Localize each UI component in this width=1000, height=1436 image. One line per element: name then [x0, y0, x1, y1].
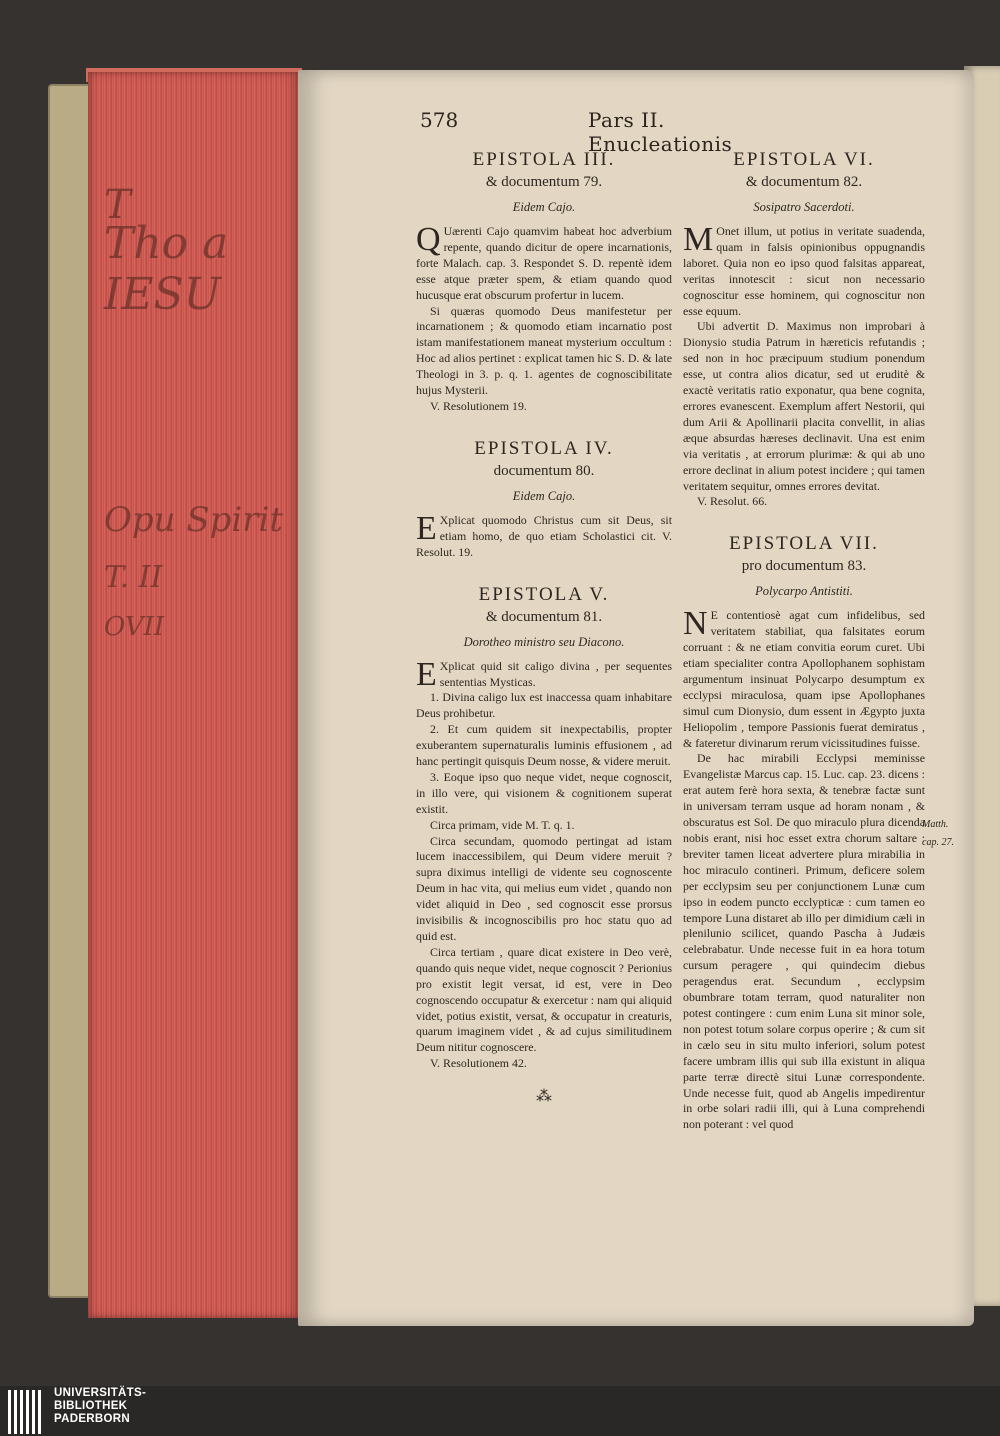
addressee-line: Polycarpo Antistiti.: [755, 584, 853, 599]
paragraph-text: E contentiosè agat cum infidelibus, sed veritatem stabiliat, qua falsitates eorum corruant : & ne etiam convitia eorum curet. Ubi etiam specialiter contra Apollophanem sophistam argumentum insinuat Polycarpo desumptum ex ecclypsi miraculosa, quam ipse Apollophanes simul cum Dionysio, dum essent in Ægypto juxta Heliopolim , tempore Passionis fuerat demiratus , & fateretur divinarum rerum vicissitudines fuisse.: [683, 608, 925, 750]
paragraph-text: Circa secundam, quomodo pertingat ad istam lucem inaccessibilem, qui Deum videre meruit ? supra diximus intelligi de vidente seu cognoscente Deum in hac vita, qui melius eum videt , quando non videt aliquid in Deo , sed cognoscit esse prorsus invisibilis & incognoscibilis pro hoc statu quo ad quid est.: [416, 833, 672, 943]
section-gap: [683, 510, 925, 532]
library-logo-icon: [8, 1390, 48, 1434]
paragraph-text: Xplicat quid sit caligo divina , per sequentes sententias Mysticas.: [439, 658, 672, 689]
spine-lettering-3: Opu Spirit: [104, 500, 284, 540]
spine-lettering-1: T: [104, 182, 135, 228]
paragraph: [416, 770, 672, 818]
epistola-heading: EPISTOLA III.: [472, 149, 616, 170]
left-column: [416, 148, 672, 1106]
drop-cap: E: [416, 655, 437, 693]
right-column: [683, 148, 925, 1133]
epistola-heading: EPISTOLA V.: [478, 583, 610, 605]
paragraph: [416, 945, 672, 1056]
spine-lettering-4: T. II: [104, 560, 163, 595]
drop-cap: Q: [416, 221, 441, 258]
library-name-line1: UNIVERSITÄTS-: [54, 1387, 147, 1399]
documentum-subheading: & documentum 81.: [485, 608, 603, 625]
paragraph: [683, 494, 925, 510]
paragraph-text: Uærenti Cajo quamvim habeat hoc adverbium repente, quando dicitur de opere incarnationis, forte Malach. cap. 3. Respondet S. D. repentè idem esse atque præter spem, & etiam quando quod hucusque erat obscurum profertur in lucem.: [416, 224, 672, 302]
section-gap: [416, 561, 672, 583]
paragraph-text: V. Resolutionem 42.: [430, 1056, 527, 1071]
paragraph: [683, 605, 925, 751]
paragraph: [683, 751, 925, 1133]
paragraph: [416, 221, 672, 304]
paragraph: [416, 655, 672, 693]
paragraph: [416, 509, 672, 561]
paragraph-text: V. Resolutionem 19.: [430, 398, 527, 413]
addressee-line: Sosipatro Sacerdoti.: [753, 200, 855, 214]
library-name-line3: PADERBORN: [54, 1412, 130, 1425]
paragraph: [683, 319, 925, 494]
addressee-line: Eidem Cajo.: [512, 488, 576, 503]
drop-cap: E: [416, 509, 437, 547]
addressee-line: Eidem Cajo.: [512, 200, 576, 214]
paragraph: [416, 722, 672, 770]
spine-lettering-5: OVII: [104, 612, 165, 642]
paragraph-text: Onet illum, ut potius in veritate suadenda, quam in falsis opinionibus oppugnandis laboret. Quia non eo ipso quod falsitas appareat, veritas innotescit : sicut non necessario cognoscitur esse hominem, qui cognoscitur non esse equum.: [683, 224, 925, 318]
paragraph: [416, 834, 672, 945]
paragraph-text: V. Resolut. 66.: [697, 494, 768, 509]
drop-cap: M: [683, 221, 714, 258]
section-gap: [416, 415, 672, 437]
library-name: [54, 1387, 146, 1425]
paragraph-text: De hac mirabili Ecclypsi meminisse Evangelistæ Marcus cap. 15. Luc. cap. 23. dicens : erat autem ferè hora sexta, & tenebræ factæ sunt in universam terram usque ad horam nonam , & obscuratus est Sol. De quo miraculo plura dicenda nobis erant, nisi hoc esset extra chorum saltare : breviter tamen liceat advertere plura mirabilia in hoc miraculo contineri. Primum, deficere solem per ecclypsim seu per conjunctionem Lunæ cum ipso in eodem puncto ecclypticæ : cum tamen eo tempore Luna distaret ab illo per dimidium cæli in plenilunio scilicet, quando Pascha à Judæis celebrabatur. Unde necesse fuit in ea hora totum cursum peragere , qui quindecim diebus peragendus erat. Secundum , ecclypsim obumbrare totam terram, quod naturaliter non potest contingere : cum enim Luna sit minor sole, non potest totum solare corpus operire ; & cum sit in cælo seu in situ multo inferiori, solum potest facere umbram illis qui sub illa existunt in aliqua parte terræ directè situi Lunæ correspondente. Unde necesse fuit, quod ab Angelis impedirentur in orbe solari radii illi, qui à Luna comprehendi non poterant : vel quod: [683, 751, 925, 1132]
documentum-subheading: pro documentum 83.: [741, 558, 867, 575]
paragraph-text: Ubi advertit D. Maximus non improbari à Dionysio studia Patrum in hæreticis refutandis ; sed non in hoc præcipuum studium ponendum esse, ut contra alios dicatur, sed ut eruditè & exactè veritatis ratio exponatur, qua bene cognita, errores evanescent. Exemplum affert Nestorii, qui dum Arii & Apollinarii placita convellit, in alias æque absurdas hæreses declinavit. Una est enim via veritatis , at errorum plurimæ: & qui ab uno errore declinat in alium potest incidere ; qui tamen veritatem sequitur, omnes errores devitat.: [683, 319, 925, 493]
documentum-subheading: documentum 80.: [493, 462, 595, 479]
drop-cap: N: [683, 605, 708, 643]
paragraph: [683, 221, 925, 319]
epistola-heading: EPISTOLA IV.: [474, 437, 614, 459]
paragraph-text: 3. Eoque ipso quo neque videt, neque cognoscit, in illo vere, qui visionem & cognitionem superat existit.: [416, 769, 672, 816]
paragraph: [416, 1056, 672, 1072]
library-footer: [0, 1386, 1000, 1436]
paragraph-text: Circa tertiam , quare dicat existere in Deo verè, quando quis neque videt, neque cognoscit ? Perionius pro existit legit versat, id est, vere in Deo cognoscendo occupatur & exercetur : nam qui aliquid videt, potius existit, versat, & occupatur in creaturis, quarum imaginem videt , & ad cujus similitudinem Deum nititur cognoscere.: [416, 944, 672, 1055]
spine-lettering-2: Tho a IESU: [104, 218, 229, 320]
documentum-subheading: & documentum 82.: [745, 174, 863, 190]
epistola-heading: EPISTOLA VII.: [729, 533, 879, 555]
paragraph: [416, 399, 672, 415]
running-title: Pars II. Enucleationis: [588, 108, 733, 156]
paragraph-text: Si quæras quomodo Deus manifestetur per incarnationem ; & quomodo etiam incarnatio post istam manifestationem maneat mysterium occultum : Hoc ad alios pertinet : explicat tamen hic S. D. & late Theologi in 3. p. q. 1. agentes de cognoscibilitate hujus Mysterii.: [416, 303, 672, 398]
paragraph: [416, 304, 672, 399]
ornament: ⁂: [536, 1088, 552, 1106]
paragraph-text: 2. Et cum quidem sit inexpectabilis, propter exuberantem supernaturalis luminis effusionem , ad hanc pertingit quisquis Deum nosse, & videre meruit.: [416, 722, 672, 769]
paragraph-text: 1. Divina caligo lux est inaccessa quam inhabitare Deus prohibetur.: [416, 690, 672, 721]
library-name-line2: BIBLIOTHEK: [54, 1399, 128, 1412]
paragraph: [416, 690, 672, 722]
page-number: 578: [420, 108, 459, 132]
epistola-heading: EPISTOLA VI.: [733, 149, 875, 170]
addressee-line: Dorotheo ministro seu Diacono.: [463, 634, 625, 649]
paragraph-text: Xplicat quomodo Christus cum sit Deus, sit etiam homo, de quo etiam Scholastici cit. V. Resolut. 19.: [416, 512, 672, 559]
paragraph: [416, 818, 672, 834]
documentum-subheading: & documentum 79.: [485, 174, 603, 190]
margin-note: Matth. cap. 27.: [922, 819, 954, 848]
paragraph-text: Circa primam, vide M. T. q. 1.: [430, 817, 575, 832]
